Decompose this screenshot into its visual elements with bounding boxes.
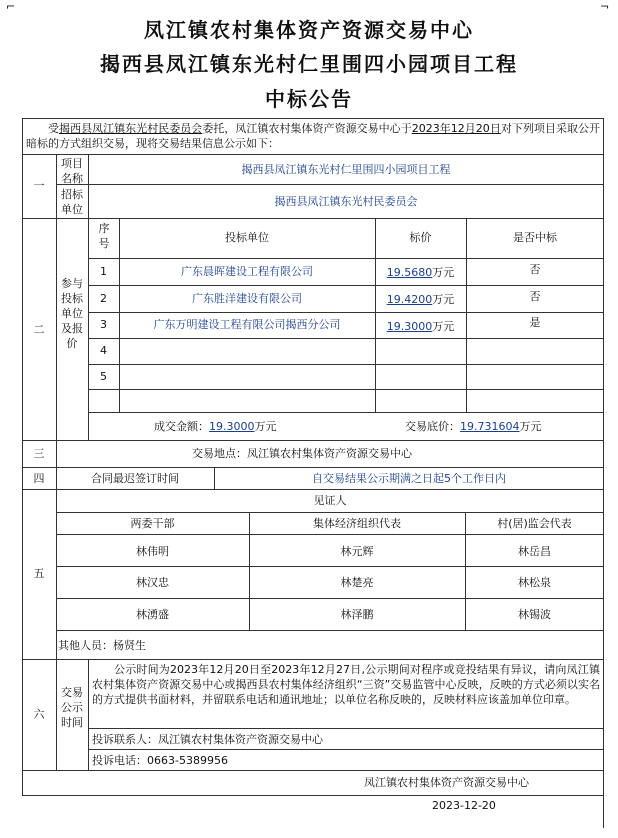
header-project-title: 揭西县凤江镇东光村仁里围四小园项目工程 (100, 52, 518, 76)
col-seq-header: 序号 (98, 222, 110, 250)
tenderer-value: 揭西县凤江镇东光村民委员会 (274, 195, 418, 208)
bid-row-2-price-value: 19.4200 (386, 293, 433, 306)
bid-row-4-seq: 4 (100, 344, 107, 357)
trading-location: 交易地点：凤江镇农村集体资产资源交易中心 (192, 447, 412, 460)
witness-1-1: 林伟明 (136, 545, 169, 558)
bid-row-3-unit: 广东万明建设工程有限公司揭西分公司 (153, 318, 341, 331)
bid-row-2-win: 否 (529, 290, 541, 303)
bid-row-2-seq: 2 (100, 292, 107, 305)
floor-price (405, 419, 601, 434)
witness-title: 见证人 (313, 494, 347, 507)
intro-text-2: 委托，凤江镇农村集体资产资源交易中心于 (202, 122, 412, 135)
bid-row-2-unit: 广东胜洋建设有限公司 (192, 292, 302, 305)
publicity-period-label: 交易公示时间 (61, 686, 83, 729)
witness-3-1: 林湧盛 (136, 608, 169, 621)
other-witnesses: 其他人员：杨贤生 (58, 639, 146, 652)
bid-row-2-price-unit: 万元 (432, 293, 455, 306)
contract-deadline-value: 自交易结果公示期满之日起5个工作日内 (312, 472, 506, 485)
witness-2-1: 林汉忠 (136, 576, 169, 589)
intro-tenderer: 揭西县凤江镇东光村民委员会 (59, 122, 203, 135)
intro-text-1: 受 (48, 122, 60, 135)
deal-amount-label: 成交金额： (154, 420, 209, 433)
bid-row-3-price (375, 319, 466, 334)
bid-row-3-price-value: 19.3000 (386, 320, 433, 333)
deal-amount-value: 19.3000 (209, 420, 255, 433)
complaint-phone: 投诉电话：0663-5389956 (92, 754, 228, 767)
floor-price-value: 19.731604 (460, 420, 520, 433)
crop-mark-top-left: ⌐ (6, 0, 16, 13)
notice-form (22, 118, 604, 828)
publicity-text: 公示时间为2023年12月20日至2023年12月27日,公示期间对程序或竞投结果有异议，请向凤江镇农村集体资产资源交易中心或揭西县农村集体经济组织“三资”交易监管中心反映，反映的方式必须以实名的方式提供书面材料，并留联系电话和通讯地址；以单位名称反映的，反映材料应该盖加单位印章。 (92, 663, 600, 706)
footer-date: 2023-12-20 (432, 799, 496, 812)
bidders-label: 参与投标单位及报价 (61, 277, 83, 350)
section-1-number: 一 (33, 179, 45, 192)
crop-mark-top-right: ¬ (600, 0, 610, 13)
section-5-number: 五 (33, 567, 45, 580)
contract-deadline-label: 合同最迟签订时间 (91, 472, 179, 485)
bid-row-1-win: 否 (529, 263, 541, 276)
bid-row-1-price-value: 19.5680 (386, 266, 433, 279)
deal-amount-unit: 万元 (254, 420, 277, 433)
header-notice-title: 中标公告 (265, 87, 353, 111)
section-6-number: 六 (33, 708, 45, 721)
project-name-value: 揭西县凤江镇东光村仁里围四小园项目工程 (241, 163, 451, 176)
intro-text-3: 对下列项目采取公开暗标的方式组织交易，现将交易结果信息公示如下： (26, 122, 601, 150)
section-3-number: 三 (33, 447, 45, 460)
floor-price-unit: 万元 (519, 420, 542, 433)
tenderer-label: 招标单位 (61, 188, 83, 216)
witness-1-2: 林元辉 (340, 545, 374, 558)
witness-col-supervision: 村(居)监会代表 (497, 517, 572, 530)
section-4-number: 四 (33, 472, 45, 485)
intro-paragraph (26, 121, 600, 151)
bid-row-1-seq: 1 (100, 265, 107, 278)
intro-date-day: 日 (489, 122, 501, 135)
bid-row-5-seq: 5 (100, 370, 107, 383)
witness-3-2: 林泽鹏 (340, 608, 374, 621)
bid-row-1-price (375, 265, 466, 280)
col-unit-header: 投标单位 (225, 231, 269, 244)
section-2-number: 二 (33, 323, 45, 336)
col-price-header: 标价 (409, 231, 432, 244)
header-org-title: 凤江镇农村集体资产资源交易中心 (144, 18, 474, 42)
bid-row-3-win: 是 (529, 316, 541, 329)
project-name-label: 项目名称 (61, 157, 83, 185)
col-win-header: 是否中标 (513, 231, 557, 244)
bid-row-3-price-unit: 万元 (432, 320, 455, 333)
witness-col-collective: 集体经济组织代表 (313, 517, 401, 530)
witness-3-3: 林锡波 (518, 608, 551, 621)
footer-org: 凤江镇农村集体资产资源交易中心 (364, 776, 529, 789)
bid-row-1-price-unit: 万元 (432, 266, 455, 279)
floor-price-label: 交易底价： (405, 420, 460, 433)
complaint-contact: 投诉联系人：凤江镇农村集体资产资源交易中心 (92, 733, 323, 746)
bid-row-1-unit: 广东晨晖建设工程有限公司 (181, 265, 313, 278)
bid-row-2-price (375, 292, 466, 307)
deal-amount (154, 419, 354, 434)
witness-2-2: 林楚亮 (340, 576, 374, 589)
bid-row-3-seq: 3 (100, 318, 107, 331)
intro-date: 2023年12月20 (411, 122, 490, 135)
witness-2-3: 林松泉 (518, 576, 551, 589)
witness-1-3: 林岳昌 (518, 545, 551, 558)
witness-col-cadres: 两委干部 (130, 517, 175, 530)
